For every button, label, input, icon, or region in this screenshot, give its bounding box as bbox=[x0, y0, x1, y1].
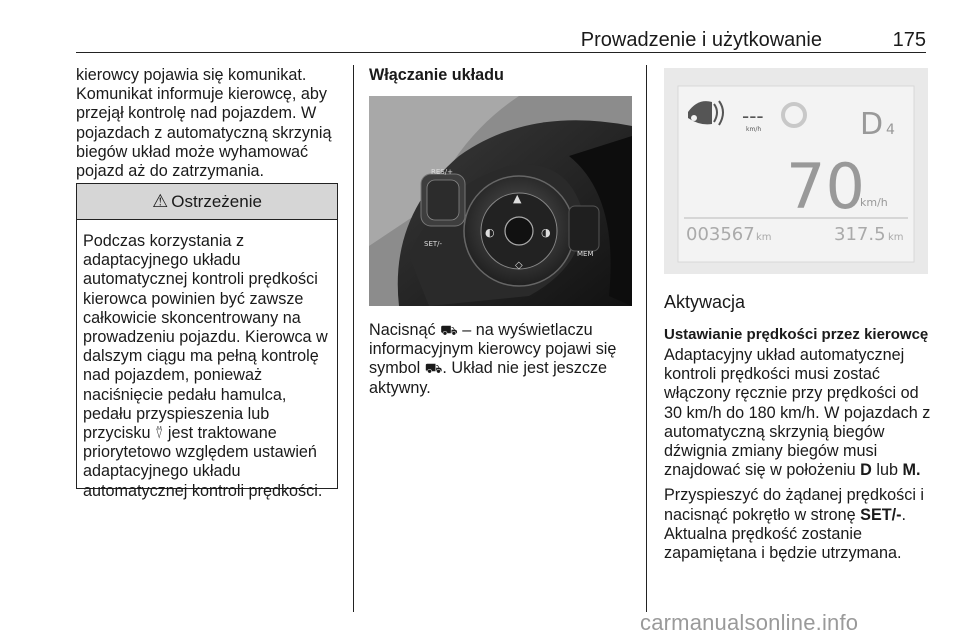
p1-text: Adaptacyjny układ automatycznej kontroli prędkości musi zostać włączony ręcznie przy prędkości od 30 km/h do 180 km/h. W pojazdach z automatyczną skrzynią biegów dźwignia zmiany biegów musi znajdować się w położeniu bbox=[664, 346, 931, 480]
warning-body bbox=[77, 220, 337, 501]
svg-text:▲: ▲ bbox=[513, 192, 522, 205]
res-label: RES/+ bbox=[431, 168, 453, 176]
column-3 bbox=[664, 291, 932, 569]
section-title-enable: Włączanie układu bbox=[369, 66, 504, 84]
page-title: Prowadzenie i użytkowanie bbox=[580, 29, 822, 51]
page-header bbox=[76, 28, 926, 53]
warning-title: Ostrzeżenie bbox=[171, 192, 262, 211]
trip-unit: km bbox=[888, 232, 904, 243]
acc-car-icon: ⛟ bbox=[440, 322, 458, 338]
warning-text-2: jest traktowane priorytetowo względem ustawień adaptacyjnego układu automatycznej kontroli prędkości. bbox=[83, 424, 323, 500]
warning-text-1: Podczas korzystania z adaptacyjnego układu automatycznej kontroli prędkości kierowca powinien być zawsze całkowicie skoncentrowany na prowadzeniu pojazdu. Kierowca w dalszym ciągu ma pełną kontrolę nad pojazdem, ponieważ naciśnięcie pedału hamulca, pedału przyspieszenia lub przycisku bbox=[83, 232, 328, 443]
intro-paragraph: kierowcy pojawia się komunikat. Komunikat informuje kierowcę, aby przejął kontrolę nad pojazdem. W pojazdach z automatyczną skrzynią biegów układ może wyhamować pojazd aż do zatrzymania. bbox=[76, 66, 332, 181]
odometer-unit: km bbox=[756, 232, 772, 243]
watermark: carmanualsonline.info bbox=[640, 610, 859, 635]
steering-wheel-image bbox=[369, 96, 632, 306]
odometer-value: 003567 bbox=[686, 224, 755, 245]
set-label: SET/- bbox=[424, 240, 443, 248]
p1-lub: lub bbox=[876, 461, 898, 480]
gear-m: M. bbox=[902, 461, 921, 480]
p2-text: Przyspieszyć do żądanej prędkości i nacisnąć pokrętło w stronę bbox=[664, 486, 925, 524]
column-1 bbox=[76, 66, 346, 181]
svg-text:◐: ◐ bbox=[485, 226, 495, 239]
gear-number: 4 bbox=[886, 122, 895, 138]
warning-box bbox=[76, 183, 338, 500]
cluster-display bbox=[664, 68, 928, 274]
mem-label: MEM bbox=[577, 250, 594, 258]
activation-paragraph-1 bbox=[664, 346, 932, 480]
svg-text:◇: ◇ bbox=[515, 260, 523, 271]
subheading-set-speed: Ustawianie prędkości przez kierowcę bbox=[664, 326, 929, 343]
enable-paragraph bbox=[369, 321, 639, 398]
warning-header bbox=[77, 184, 337, 220]
svg-text:◑: ◑ bbox=[541, 226, 551, 239]
steering-wheel-illustration bbox=[369, 96, 632, 306]
column-2 bbox=[369, 66, 639, 85]
warning-triangle-icon: ⚠ bbox=[152, 191, 169, 211]
set-speed-unit: km/h bbox=[746, 126, 762, 133]
acc-car-icon: ⛟ bbox=[424, 360, 443, 377]
enable-text-a: Nacisnąć bbox=[369, 321, 436, 339]
trip-value: 317.5 bbox=[834, 224, 886, 245]
gear-letter: D bbox=[860, 107, 884, 142]
set-speed-dashes: --- bbox=[742, 104, 764, 128]
p2-text-end: . Aktualna prędkość zostanie zapamiętana i będzie utrzymana. bbox=[664, 505, 907, 563]
gear-d: D bbox=[860, 461, 872, 480]
speed-value: 70 bbox=[786, 150, 865, 223]
enable-text-c: . Układ nie jest jeszcze aktywny. bbox=[369, 359, 608, 397]
enable-text-b: – na wyświetlaczu informacyjnym kierowcy pojawi się symbol bbox=[369, 321, 617, 378]
set-button-label: SET/- bbox=[860, 505, 902, 524]
column-divider-1 bbox=[353, 65, 354, 612]
activation-paragraph-2 bbox=[664, 486, 932, 563]
instrument-cluster-image bbox=[664, 68, 928, 274]
section-heading-activation: Aktywacja bbox=[664, 292, 746, 312]
page-number: 175 bbox=[892, 29, 926, 51]
pedal-icon: ⍢ bbox=[154, 425, 164, 442]
column-divider-2 bbox=[646, 65, 647, 612]
speed-unit: km/h bbox=[860, 196, 888, 209]
